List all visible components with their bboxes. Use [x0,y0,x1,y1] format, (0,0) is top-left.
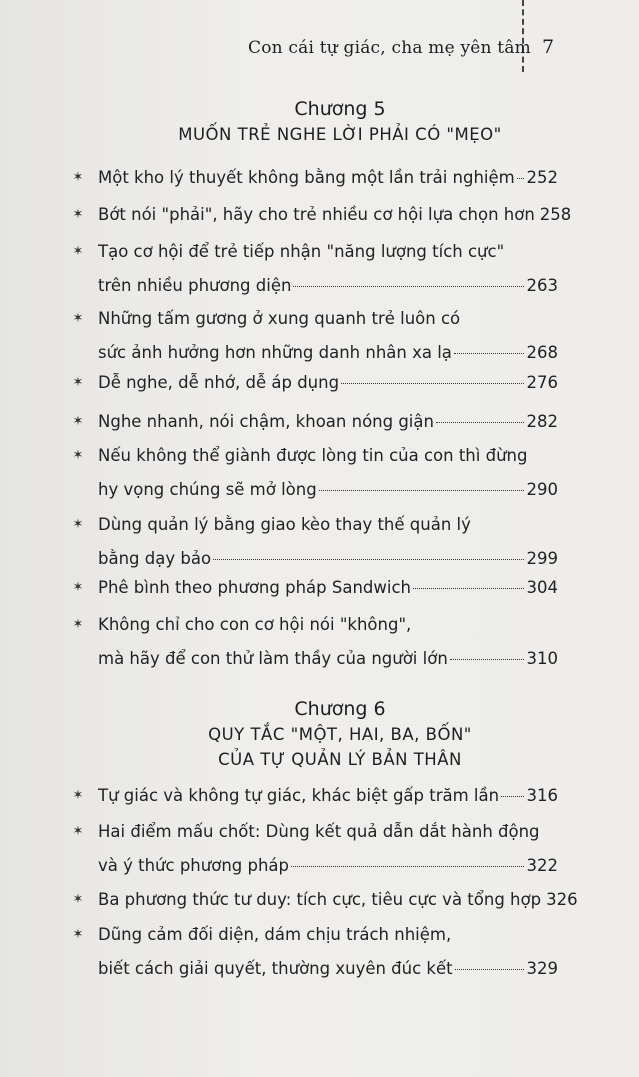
toc-entry-text: Dễ nghe, dễ nhớ, dễ áp dụng [98,373,340,392]
toc-entry-text: Những tấm gương ở xung quanh trẻ luôn có [98,309,461,328]
dot-leader [213,558,523,560]
toc-entry[interactable] [70,366,558,400]
star-bullet-icon: ✶ [72,170,84,185]
toc-entry-page: 252 [526,168,558,187]
toc-entry-text: trên nhiều phương diện [98,276,292,295]
running-header: Con cái tự giác, cha mẹ yên tâm [248,38,531,58]
dot-leader [319,489,524,491]
star-bullet-icon: ✶ [72,448,84,463]
chapter-5-heading [60,96,620,147]
dot-leader [517,177,524,179]
toc-entry[interactable] [70,918,558,986]
toc-entry[interactable] [70,883,578,917]
star-bullet-icon: ✶ [72,788,84,803]
toc-entry-text: Không chỉ cho con cơ hội nói "không", [98,615,412,634]
toc-entry[interactable] [70,779,558,813]
toc-entry-page: 304 [526,578,558,597]
toc-entry[interactable] [70,302,558,370]
toc-entry[interactable] [70,161,558,195]
chapter-label: Chương 5 [294,98,386,120]
toc-entry-page: 268 [526,343,558,362]
toc-entry-text: Dũng cảm đối diện, dám chịu trách nhiệm, [98,925,452,944]
dot-leader [436,421,524,423]
star-bullet-icon: ✶ [72,311,84,326]
chapter-title-line-1: QUY TẮC "MỘT, HAI, BA, BỐN" [208,725,472,744]
toc-entry[interactable] [70,608,558,676]
star-bullet-icon: ✶ [72,244,84,259]
toc-entry-text: Tự giác và không tự giác, khác biệt gấp trăm lần [98,786,500,805]
star-bullet-icon: ✶ [72,617,84,632]
toc-entry-page: 282 [526,412,558,431]
dot-leader [455,968,524,970]
toc-entry-text: bằng dạy bảo [98,549,212,568]
toc-entry-text: biết cách giải quyết, thường xuyên đúc kết [98,959,453,978]
chapter-6-heading [60,696,620,772]
star-bullet-icon: ✶ [72,927,84,942]
toc-entry[interactable] [70,405,558,439]
toc-entry-page: 299 [526,549,558,568]
star-bullet-icon: ✶ [72,207,84,222]
toc-entry-text: và ý thức phương pháp [98,856,290,875]
toc-entry-text: Bớt nói "phải", hãy cho trẻ nhiều cơ hội lựa chọn hơn [98,205,535,224]
toc-entry-text: hy vọng chúng sẽ mở lòng [98,480,317,499]
toc-entry-text: mà hãy để con thử làm thầy của người lớn [98,649,448,668]
dot-leader [413,587,524,589]
toc-entry-page: 329 [526,959,558,978]
toc-entry[interactable] [70,235,558,303]
toc-entry-text: Dùng quản lý bằng giao kèo thay thế quản lý [98,515,471,534]
toc-entry-page: 322 [526,856,558,875]
dot-leader [454,352,524,354]
toc-entry-text: Nếu không thể giành được lòng tin của con thì đừng [98,446,528,465]
star-bullet-icon: ✶ [72,892,84,907]
page-number: 7 [542,36,555,58]
toc-entry-page: 258 [539,205,572,224]
toc-entry-page: 276 [526,373,558,392]
toc-entry-page: 290 [526,480,558,499]
dot-leader [501,795,523,797]
toc-entry-text: Nghe nhanh, nói chậm, khoan nóng giận [98,412,434,431]
chapter-title-line-2: CỦA TỰ QUẢN LÝ BẢN THÂN [218,750,462,769]
star-bullet-icon: ✶ [72,517,84,532]
chapter-title: MUỐN TRẺ NGHE LỜI PHẢI CÓ "MẸO" [178,125,502,144]
toc-entry[interactable] [70,439,558,507]
dot-leader [341,382,523,384]
toc-entry[interactable] [70,198,572,232]
header-divider [522,0,524,72]
toc-entry-text: Tạo cơ hội để trẻ tiếp nhận "năng lượng tích cực" [98,242,505,261]
dot-leader [450,658,524,660]
toc-entry-page: 263 [526,276,558,295]
dot-leader [293,285,523,287]
toc-entry-text: Phê bình theo phương pháp Sandwich [98,578,411,597]
star-bullet-icon: ✶ [72,414,84,429]
toc-entry-text: Hai điểm mấu chốt: Dùng kết quả dẫn dắt hành động [98,822,540,841]
toc-entry[interactable] [70,508,558,576]
star-bullet-icon: ✶ [72,824,84,839]
toc-entry-text: Ba phương thức tư duy: tích cực, tiêu cực và tổng hợp [98,890,542,909]
toc-entry[interactable] [70,571,558,605]
toc-entry-page: 316 [526,786,558,805]
chapter-label: Chương 6 [294,698,386,720]
toc-entry-text: sức ảnh hưởng hơn những danh nhân xa lạ [98,343,452,362]
toc-entry-page: 326 [546,890,578,909]
toc-entry-page: 310 [526,649,558,668]
star-bullet-icon: ✶ [72,580,84,595]
toc-entry[interactable] [70,815,558,883]
star-bullet-icon: ✶ [72,375,84,390]
dot-leader [291,865,523,867]
toc-entry-text: Một kho lý thuyết không bằng một lần trải nghiệm [98,168,515,187]
